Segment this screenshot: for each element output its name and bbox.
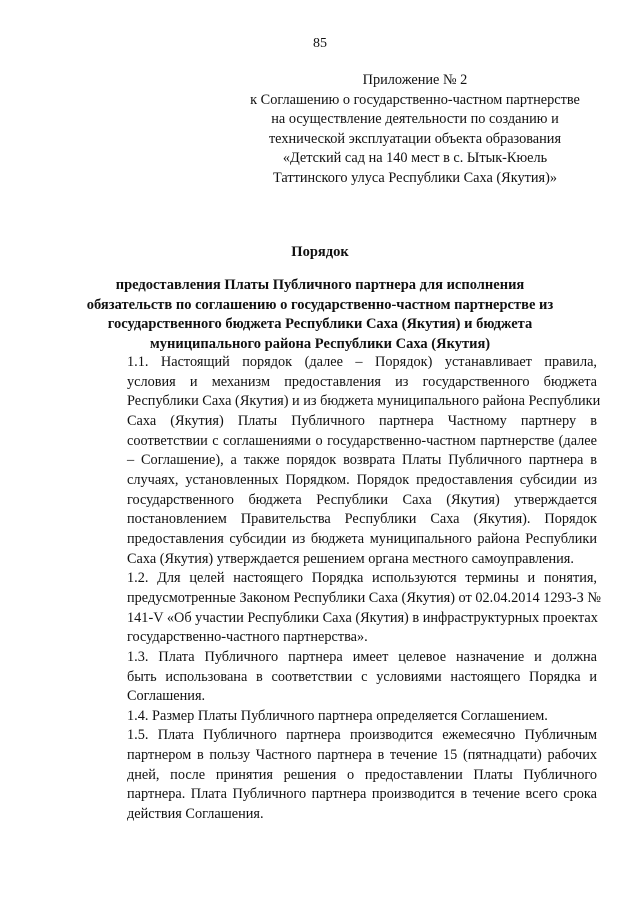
paragraph-line: 1.5. Плата Публичного партнера производится ежемесячно Публичным [127, 727, 597, 744]
paragraph-line: государственного бюджета Республики Саха (Якутия) утверждается [127, 491, 597, 508]
page-number: 85 [313, 36, 327, 51]
paragraph-line: постановлением Правительства Республики Саха (Якутия). Порядок [127, 511, 597, 528]
paragraph-line: дней, после принятия решения о предоставлении Платы Публичного [127, 766, 597, 783]
document-subtitle [60, 276, 580, 354]
paragraph-1-2 [89, 569, 601, 648]
appendix-line: технической эксплуатации объекта образования [268, 130, 562, 147]
paragraph-line: Соглашения. [127, 688, 206, 705]
paragraph-1-3 [89, 648, 597, 707]
document-title: Порядок [291, 244, 349, 260]
appendix-line: Таттинского улуса Республики Саха (Якутия)» [273, 169, 557, 186]
paragraph-line: партнера. Плата Публичного партнера производится в течение всего срока [127, 786, 597, 803]
paragraph-line: Республики Саха (Якутия) и из бюджета муниципального района Республики [127, 393, 601, 410]
subtitle-line: предоставления Платы Публичного партнера для исполнения [115, 277, 525, 293]
paragraph-line: быть использована в соответствии с условиями настоящего Порядка и [127, 668, 597, 685]
appendix-line: «Детский сад на 140 мест в с. Ытык-Кюель [282, 150, 548, 167]
appendix-line: к Соглашению о государственно-частном партнерстве [250, 91, 580, 108]
paragraph-line: государственно-частного партнерства». [127, 629, 368, 646]
paragraph-line: условия и механизм предоставления из государственного бюджета [127, 373, 597, 390]
paragraph-line: 1.2. Для целей настоящего Порядка используются термины и понятия, [127, 570, 597, 587]
paragraph-line: случаях, установленных Порядком. Порядок предоставления субсидии из [127, 471, 597, 488]
paragraph-line: 1.3. Плата Публичного партнера имеет целевое назначение и должна [127, 648, 597, 665]
subtitle-line: муниципального района Республики Саха (Якутия) [149, 335, 491, 352]
paragraph-line: предоставления субсидии из бюджета муниципального района Республики [127, 530, 597, 547]
paragraph-line: предусмотренные Законом Республики Саха (Якутия) от 02.04.2014 1293-З № [127, 589, 601, 606]
subtitle-line: обязательств по соглашению о государственно-частном партнерстве из [86, 296, 554, 313]
subtitle-line: государственного бюджета Республики Саха (Якутия) и бюджета [107, 316, 533, 333]
paragraph-line: Саха (Якутия) утверждается решением органа местного самоуправления. [127, 550, 574, 567]
paragraph-line: – Соглашение), а также порядок возврата Платы Публичного партнера в [127, 452, 597, 469]
paragraph-line: 141-V «Об участии Республики Саха (Якутия) в инфраструктурных проектах [127, 609, 598, 626]
paragraph-line: соответствии с соглашениями о государственно-частном партнерстве (далее [127, 432, 597, 449]
paragraph-line: партнером в пользу Частного партнера в течение 15 (пятнадцати) рабочих [127, 747, 597, 764]
paragraph-1-5 [89, 726, 597, 824]
paragraph-line: 1.1. Настоящий порядок (далее – Порядок) устанавливает правила, [127, 354, 597, 370]
paragraph-line: 1.4. Размер Платы Публичного партнера определяется Соглашением. [127, 707, 548, 724]
paragraph-line: действия Соглашения. [127, 806, 264, 823]
appendix-line: на осуществление деятельности по созданию и [271, 111, 559, 128]
appendix-line: Приложение № 2 [362, 72, 468, 88]
paragraph-1-4 [89, 707, 597, 727]
paragraph-line: Саха (Якутия) Платы Публичного партнера Частному партнеру в [127, 412, 597, 429]
document-body [89, 353, 601, 825]
paragraph-1-1 [89, 353, 601, 569]
appendix-header [230, 71, 600, 189]
